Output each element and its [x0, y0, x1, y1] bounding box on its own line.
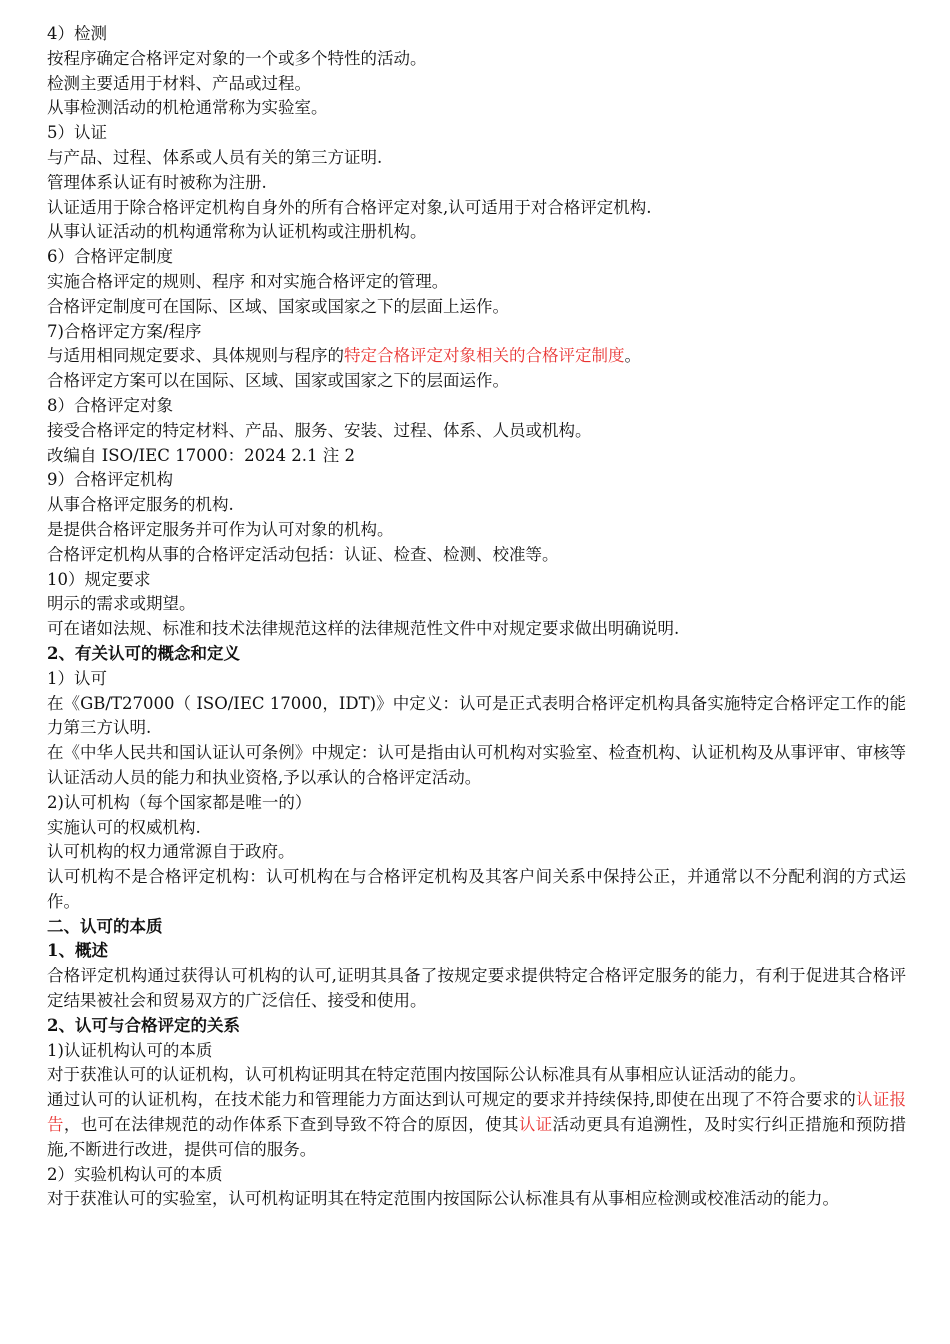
- text-line-highlighted: [47, 344, 906, 369]
- text-line: 可在诸如法规、标准和技术法律规范这样的法律规范性文件中对规定要求做出明确说明.: [47, 619, 680, 639]
- heading-system: 6）合格评定制度: [47, 247, 173, 267]
- text-line: 从事检测活动的机枪通常称为实验室。: [47, 98, 328, 118]
- chapter-heading: 二、认可的本质: [47, 916, 163, 936]
- paragraph: 认可机构不是合格评定机构：认可机构在与合格评定机构及其客户间关系中保持公正，并通常以不分配利润的方式运作。: [47, 867, 906, 911]
- heading-accreditation-body: 2)认可机构（每个国家都是唯一的）: [47, 792, 312, 812]
- text-line: 与产品、过程、体系或人员有关的第三方证明.: [47, 147, 383, 167]
- paragraph: 在《中华人民共和国认证认可条例》中规定：认可是指由认可机构对实验室、检查机构、认证机构及从事评审、审核等认证活动人员的能力和执业资格,予以承认的合格评定活动。: [47, 743, 906, 787]
- heading-detection: 4）检测: [47, 24, 107, 43]
- paragraph: 合格评定机构通过获得认可机构的认可,证明其具备了按规定要求提供特定合格评定服务的能力，有利于促进其合格评定结果被社会和贸易双方的广泛信任、接受和使用。: [47, 966, 906, 1011]
- text-line: 接受合格评定的特定材料、产品、服务、安装、过程、体系、人员或机构。: [47, 420, 592, 440]
- text-span: 活动更具有追溯性，及时实行纠正措施和预防措施,不断进行改进，提供可信的服务。: [47, 1115, 907, 1159]
- section-heading: 2、认可与合格评定的关系: [47, 1015, 240, 1035]
- heading-requirements: 10）规定要求: [47, 569, 151, 589]
- text-line: 实施合格评定的规则、程序 和对实施合格评定的管理。: [47, 271, 449, 291]
- text-line: 合格评定机构从事的合格评定活动包括：认证、检查、检测、校准等。: [47, 544, 559, 564]
- heading-scheme: 7)合格评定方案/程序: [47, 321, 202, 341]
- text-line: 从事认证活动的机构通常称为认证机构或注册机构。: [47, 222, 427, 242]
- text-line: 认证适用于除合格评定机构自身外的所有合格评定对象,认可适用于对合格评定机构.: [47, 197, 652, 217]
- heading-accreditation: 1）认可: [47, 668, 107, 688]
- text-line: 认可机构的权力通常源自于政府。: [47, 842, 295, 862]
- highlighted-text: 特定合格评定对象相关的合格评定制度: [344, 346, 625, 366]
- section-heading: 2、有关认可的概念和定义: [47, 643, 240, 663]
- paragraph: 在《GB/T27000（ ISO/IEC 17000，IDT)》中定义：认可是正式表明合格评定机构具备实施特定合格评定工作的能力第三方认明.: [47, 693, 906, 738]
- paragraph-highlighted: [47, 1088, 906, 1162]
- text-line: 检测主要适用于材料、产品或过程。: [47, 73, 311, 93]
- text-line: 合格评定方案可以在国际、区域、国家或国家之下的层面运作。: [47, 371, 509, 391]
- text-line: 明示的需求或期望。: [47, 594, 196, 614]
- text-line: 管理体系认证有时被称为注册.: [47, 172, 267, 192]
- highlighted-text: 认证: [518, 1115, 553, 1135]
- text-line: 是提供合格评定服务并可作为认可对象的机构。: [47, 519, 394, 539]
- text-line: 改编自 ISO/IEC 17000：2024 2.1 注 2: [47, 445, 356, 465]
- paragraph: 对于获准认可的认证机构，认可机构证明其在特定范围内按国际公认标准具有从事相应认证活动的能力。: [47, 1065, 806, 1085]
- heading-object: 8）合格评定对象: [47, 395, 173, 415]
- text-span: 。: [624, 346, 641, 366]
- subheading: 1)认证机构认可的本质: [47, 1040, 213, 1060]
- text-line: 合格评定制度可在国际、区域、国家或国家之下的层面上运作。: [47, 296, 509, 316]
- text-span: 与适用相同规定要求、具体规则与程序的: [47, 346, 344, 366]
- heading-certification: 5）认证: [47, 123, 107, 143]
- paragraph: 对于获准认可的实验室，认可机构证明其在特定范围内按国际公认标准具有从事相应检测或校准活动的能力。: [47, 1189, 839, 1209]
- text-span: ，也可在法律规范的动作体系下查到导致不符合的原因，使其: [63, 1115, 519, 1135]
- text-span: 通过认可的认证机构，在技术能力和管理能力方面达到认可规定的要求并持续保持,即使在出现了不符合要求的: [47, 1090, 857, 1110]
- subheading: 2）实验机构认可的本质: [47, 1164, 223, 1184]
- text-line: 实施认可的权威机构.: [47, 817, 201, 837]
- highlighted-text: 认证报告: [47, 1090, 906, 1135]
- section-heading: 1、概述: [47, 941, 108, 961]
- text-line: 从事合格评定服务的机构.: [47, 495, 234, 515]
- text-line: 按程序确定合格评定对象的一个或多个特性的活动。: [47, 48, 427, 68]
- heading-body: 9）合格评定机构: [47, 470, 173, 490]
